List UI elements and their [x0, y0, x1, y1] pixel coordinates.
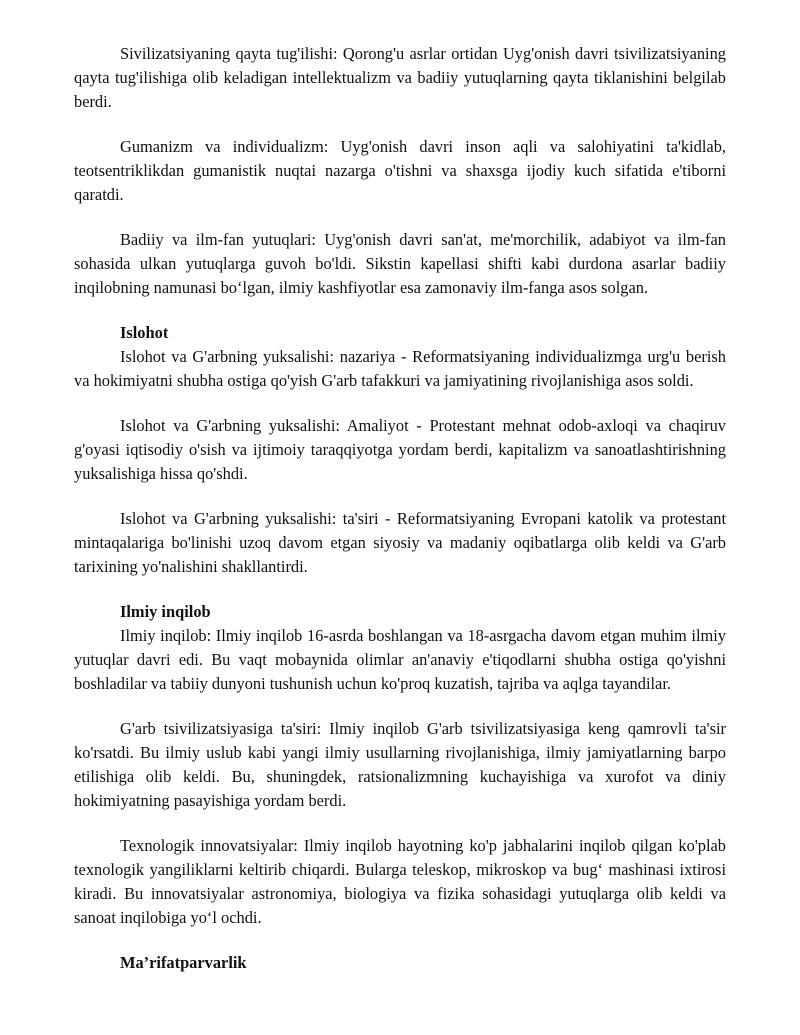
paragraph-reformation-impact: Islohot va G'arbning yuksalishi: ta'siri - Reformatsiyaning Evropani katolik va protestant mintaqalariga bo'linishi uzoq davom etgan siyosiy va madaniy oqibatlarga olib keldi va G'arb tarixining yo'nalishini shakllantirdi.: [74, 509, 726, 576]
document-page: [74, 42, 726, 975]
paragraph-scientific-revolution: Ilmiy inqilob: Ilmiy inqilob 16-asrda boshlangan va 18-asrgacha davom etgan muhim ilmiy yutuqlar davri edi. Bu vaqt mobaynida olimlar an'anaviy e'tiqodlarni shubha ostiga qo'yishni boshladilar va tabiiy dunyoni tushunish uchun ko'proq kuzatish, tajriba va aqlga tayandilar.: [74, 626, 726, 693]
paragraph-tech-innovations: Texnologik innovatsiyalar: Ilmiy inqilob hayotning ko'p jabhalarini inqilob qilgan ko'plab texnologik yangiliklarni keltirib chiqardi. Bularga teleskop, mikroskop va bug‘ mashinasi ixtirosi kiradi. Bu innovatsiyalar astronomiya, biologiya va fizika sohasidagi yutuqlarga olib keldi va sanoat inqilobiga yo‘l ochdi.: [74, 836, 726, 927]
paragraph-humanism: Gumanizm va individualizm: Uyg'onish davri inson aqli va salohiyatini ta'kidlab, teotsentriklikdan gumanistik nuqtai nazarga o'tishni va shaxsga ijodiy kuch sifatida e'tiborni qaratdi.: [74, 137, 726, 204]
section-reformation: [74, 321, 726, 579]
paragraph-reformation-practice: Islohot va G'arbning yuksalishi: Amaliyot - Protestant mehnat odob-axloqi va chaqiruv g'oyasi iqtisodiy o'sish va ijtimoiy taraqqiyotga yordam berdi, kapitalizm va sanoatlashtirishning yuksalishiga hissa qo'shdi.: [74, 416, 726, 483]
paragraph-art-science: Badiiy va ilm-fan yutuqlari: Uyg'onish davri san'at, me'morchilik, adabiyot va ilm-fan sohasida ulkan yutuqlarga guvoh bo'ldi. Sikstin kapellasi shifti kabi durdona asarlar badiiy inqilobning namunasi bo‘lgan, ilmiy kashfiyotlar esa zamonaviy ilm-fanga asos solgan.: [74, 230, 726, 297]
paragraph-reformation-theory: Islohot va G'arbning yuksalishi: nazariya - Reformatsiyaning individualizmga urg'u berish va hokimiyatni shubha ostiga qo'yish G'arb tafakkuri va jamiyatining rivojlanishiga asos soldi.: [74, 347, 726, 390]
section-heading: Ilmiy inqilob: [120, 602, 211, 621]
section-scientific-revolution: [74, 600, 726, 930]
paragraph-western-impact: G'arb tsivilizatsiyasiga ta'siri: Ilmiy inqilob G'arb tsivilizatsiyasiga keng qamrovli ta'sir ko'rsatdi. Bu ilmiy uslub kabi yangi ilmiy usullarning rivojlanishiga, ilmiy jamiyatlarning barpo etilishiga olib keldi. Bu, shuningdek, ratsionalizmning kuchayishiga va xurofot va diniy hokimiyatning pasayishiga yordam berdi.: [74, 719, 726, 810]
paragraph-civilization-rebirth: Sivilizatsiyaning qayta tug'ilishi: Qorong'u asrlar ortidan Uyg'onish davri tsivilizatsiyaning qayta tug'ilishiga olib keladigan intellektualizm va badiiy yutuqlarning qayta tiklanishini belgilab berdi.: [74, 44, 726, 111]
section-heading: Islohot: [120, 323, 169, 342]
section-heading: Ma’rifatparvarlik: [120, 953, 247, 972]
section-enlightenment: [74, 951, 726, 975]
